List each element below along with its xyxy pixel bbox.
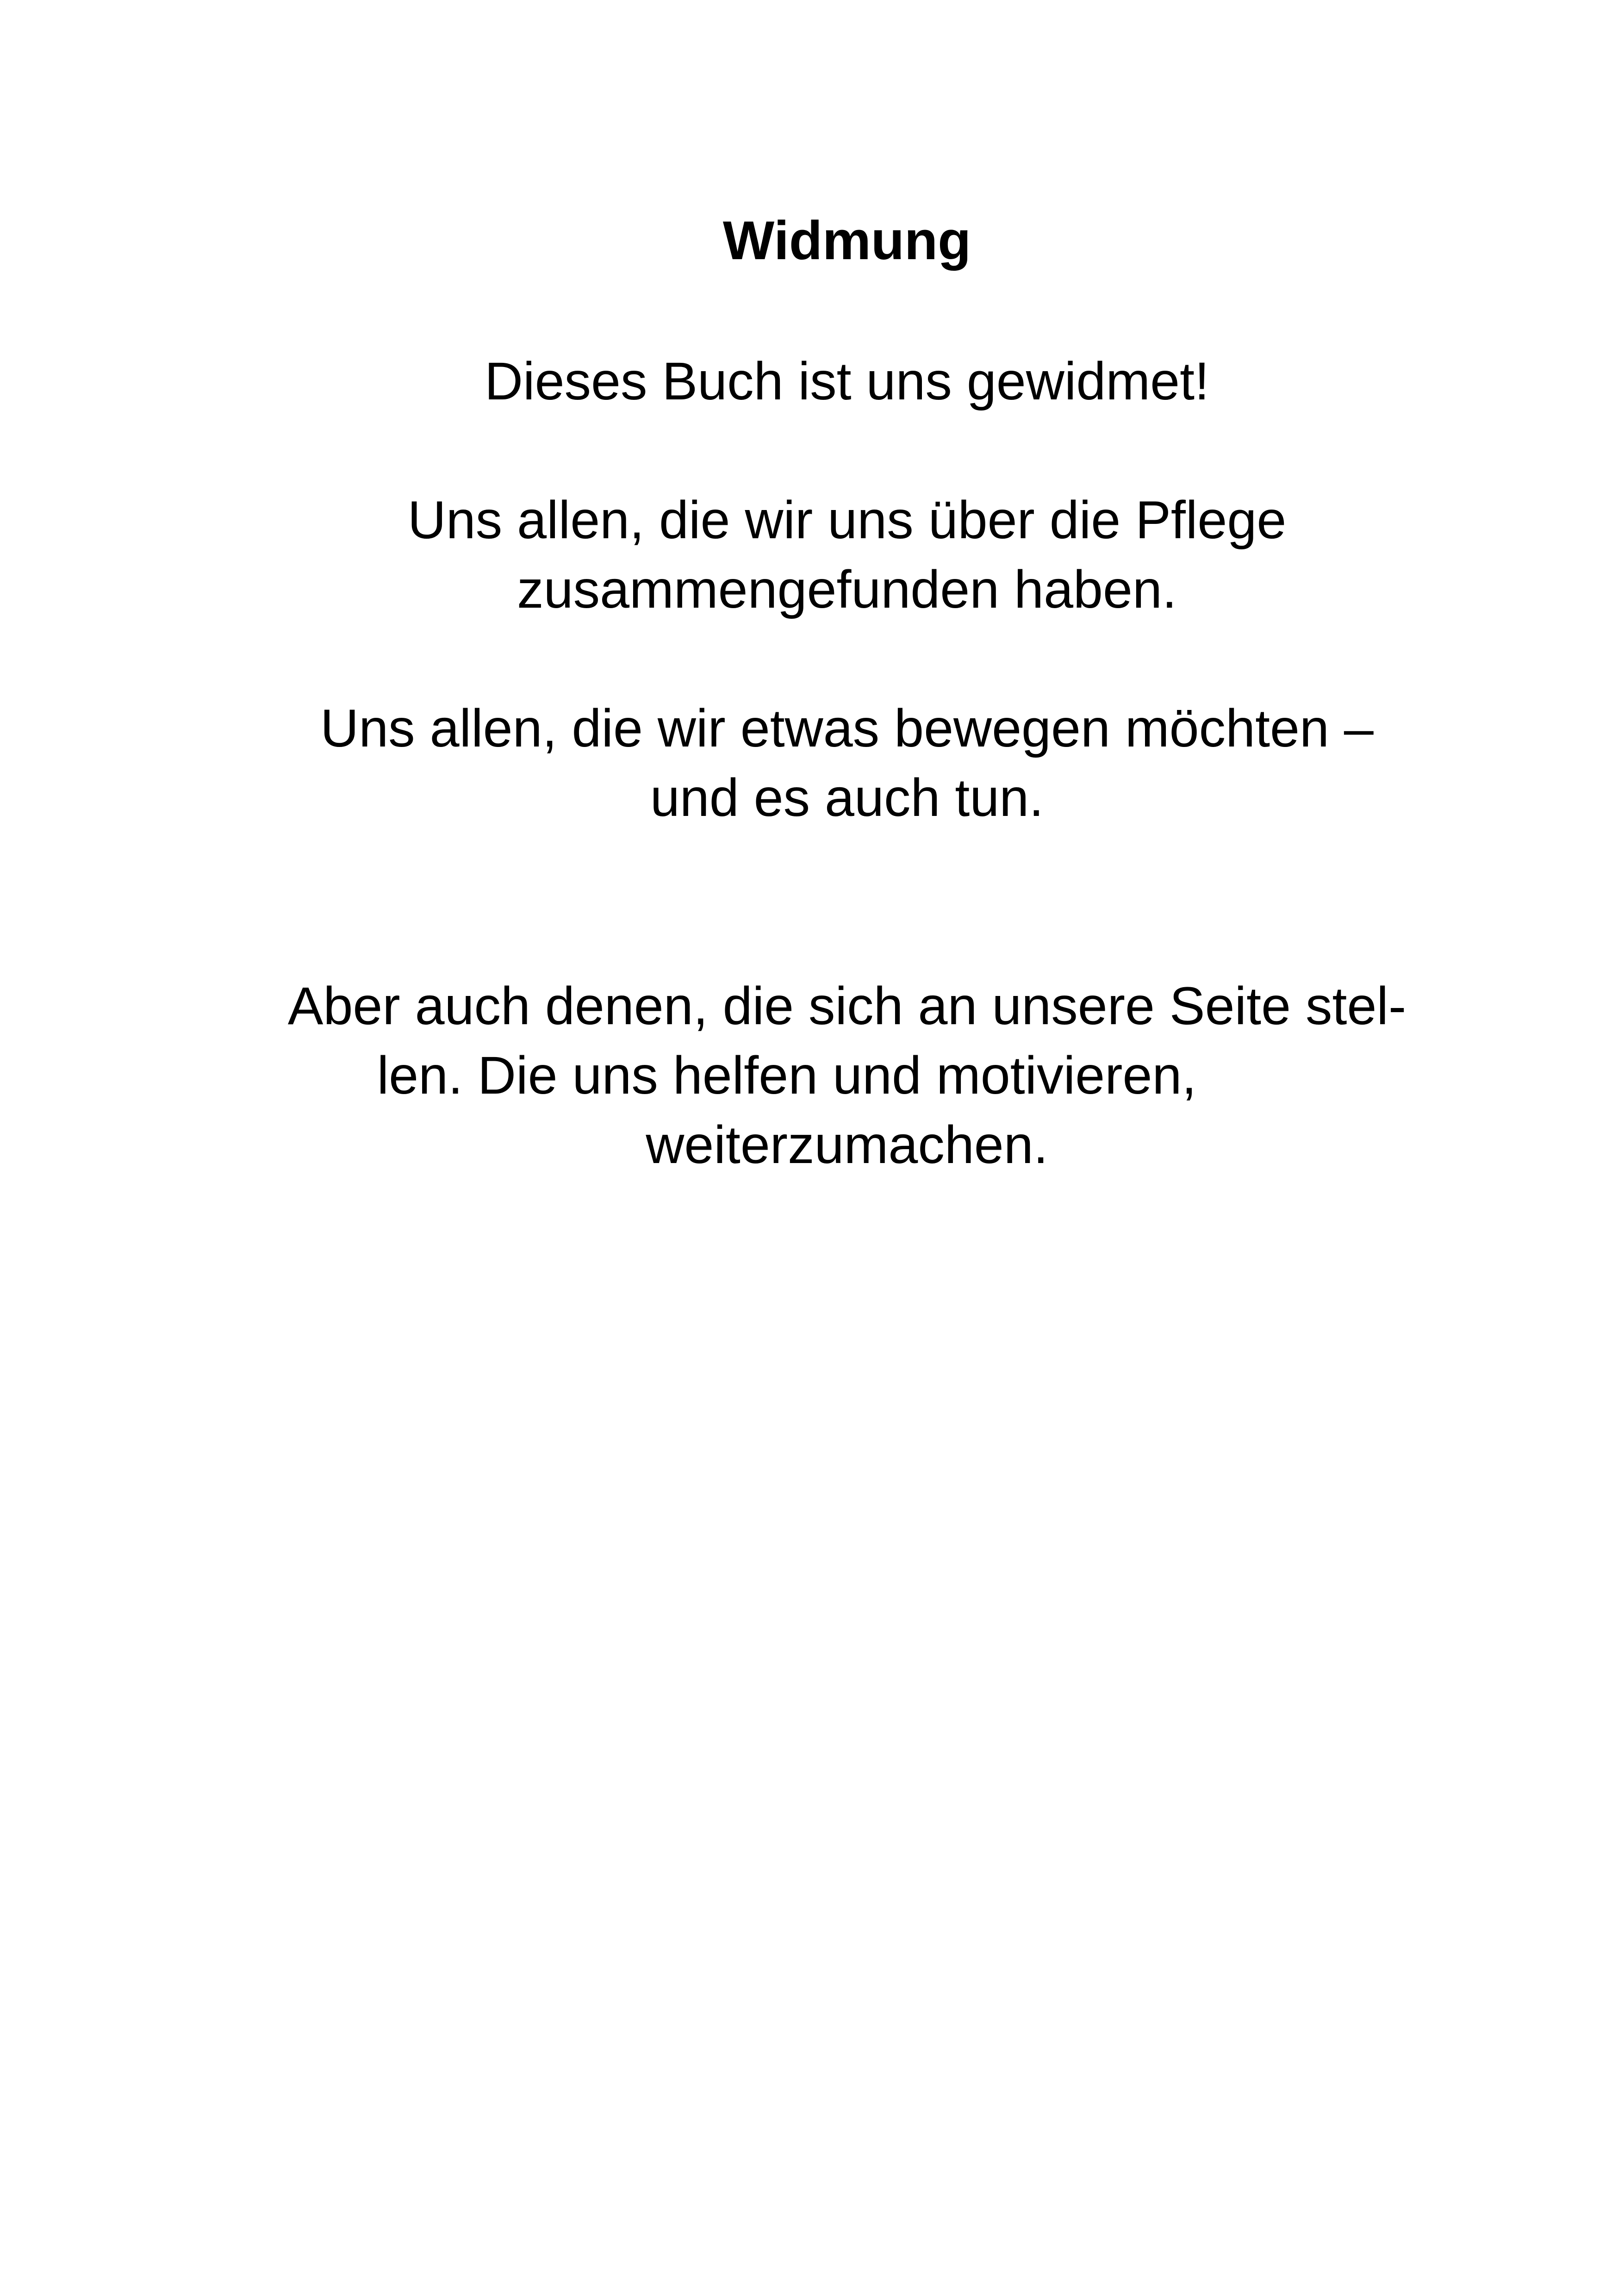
dedication-line-8: weiterzumachen.: [646, 1115, 1048, 1175]
dedication-line-6: Aber auch denen, die sich an unsere Seite stel-: [287, 977, 1406, 1036]
dedication-line-4: Uns allen, die wir etwas bewegen möchten –: [320, 699, 1374, 758]
dedication-line-2: Uns allen, die wir uns über die Pflege: [407, 491, 1287, 550]
dedication-line-5: und es auch tun.: [650, 768, 1044, 828]
page-title: Widmung: [722, 210, 971, 271]
dedication-line-3: zusammengefunden haben.: [517, 560, 1177, 619]
dedication-line-7: len. Die uns helfen und motivieren,: [377, 1046, 1197, 1105]
dedication-line-1: Dieses Buch ist uns gewidmet!: [485, 352, 1209, 411]
